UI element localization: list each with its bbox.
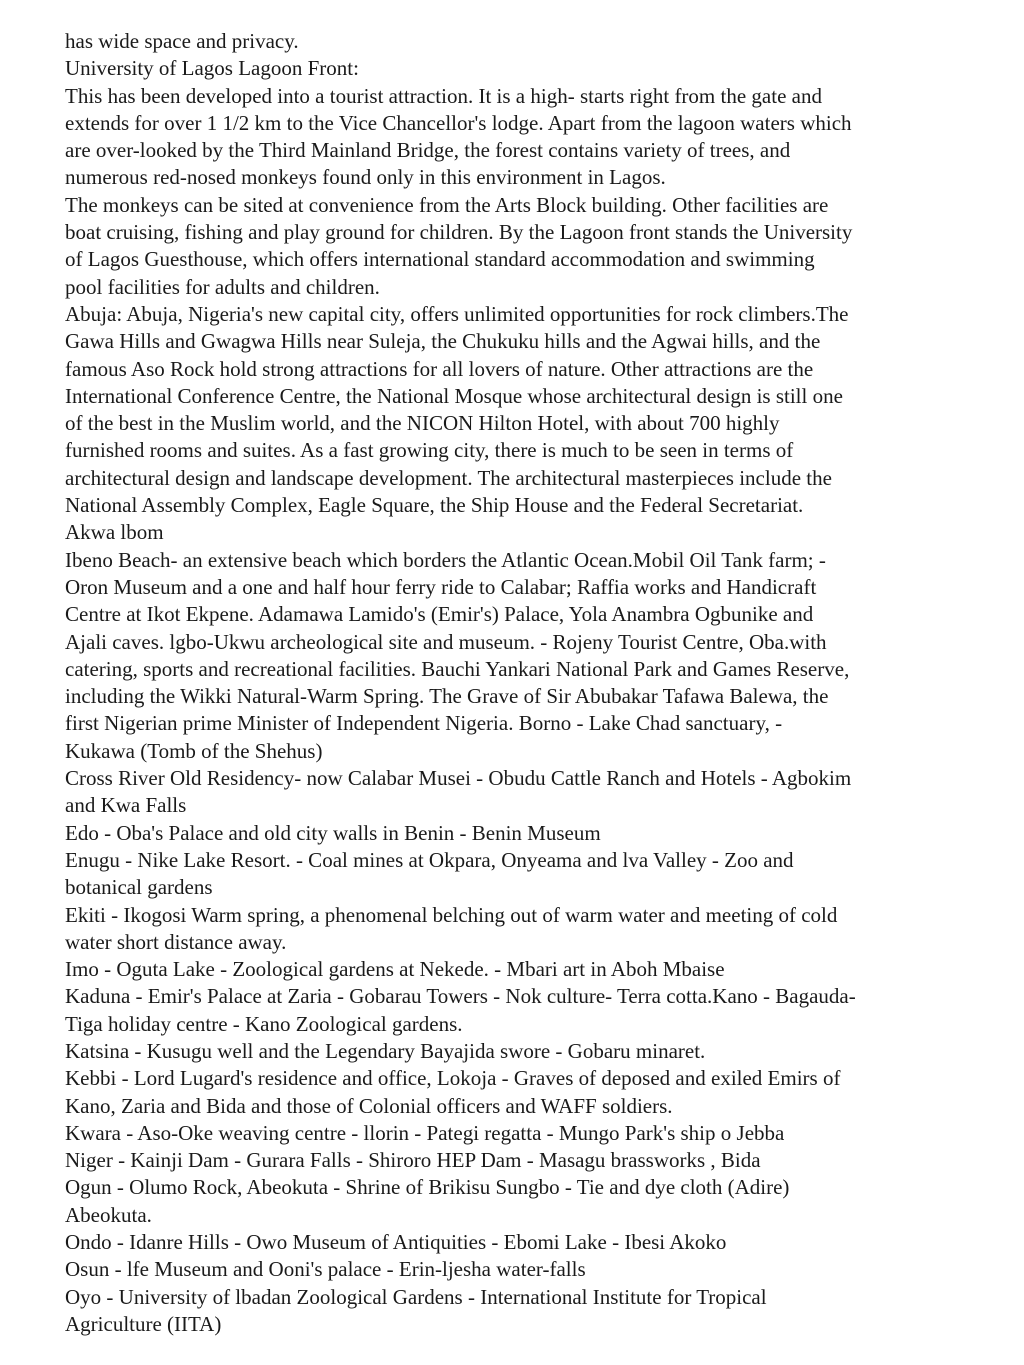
text-line: famous Aso Rock hold strong attractions for all lovers of nature. Other attractions are the bbox=[65, 356, 814, 381]
paragraph bbox=[65, 547, 945, 765]
paragraph bbox=[65, 55, 945, 82]
text-line: water short distance away. bbox=[65, 929, 287, 954]
text-line: Abeokuta. bbox=[65, 1202, 152, 1227]
text-line: Agriculture (IITA) bbox=[65, 1311, 222, 1336]
paragraph bbox=[65, 83, 945, 192]
text-line: Abuja: Abuja, Nigeria's new capital city, offers unlimited opportunities for rock climbers.The bbox=[65, 301, 849, 326]
text-line: Centre at Ikot Ekpene. Adamawa Lamido's (Emir's) Palace, Yola Anambra Ogbunike and bbox=[65, 602, 814, 627]
text-line: boat cruising, fishing and play ground for children. By the Lagoon front stands the University bbox=[65, 220, 853, 245]
text-line: Gawa Hills and Gwagwa Hills near Suleja, the Chukuku hills and the Agwai hills, and the bbox=[65, 329, 821, 354]
text-line: Oron Museum and a one and half hour ferry ride to Calabar; Raffia works and Handicraft bbox=[65, 574, 817, 599]
text-line: Ibeno Beach- an extensive beach which borders the Atlantic Ocean.Mobil Oil Tank farm; - bbox=[65, 547, 826, 572]
text-line: International Conference Centre, the National Mosque whose architectural design is still one bbox=[65, 383, 843, 408]
paragraph bbox=[65, 1256, 945, 1283]
paragraph bbox=[65, 847, 945, 902]
paragraph bbox=[65, 1038, 945, 1065]
text-line: This has been developed into a tourist attraction. It is a high- starts right from the gate and bbox=[65, 83, 822, 108]
text-line: The monkeys can be sited at convenience from the Arts Block building. Other facilities are bbox=[65, 192, 829, 217]
text-line: furnished rooms and suites. As a fast growing city, there is much to be seen in terms of bbox=[65, 438, 794, 463]
text-line: are over-looked by the Third Mainland Bridge, the forest contains variety of trees, and bbox=[65, 138, 791, 163]
text-line: Kaduna - Emir's Palace at Zaria - Gobarau Towers - Nok culture- Terra cotta.Kano - Bagauda- bbox=[65, 984, 856, 1009]
text-line: and Kwa Falls bbox=[65, 793, 187, 818]
text-line: Katsina - Kusugu well and the Legendary Bayajida swore - Gobaru minaret. bbox=[65, 1038, 706, 1063]
text-line: Imo - Oguta Lake - Zoological gardens at Nekede. - Mbari art in Aboh Mbaise bbox=[65, 957, 725, 982]
text-line: Akwa lbom bbox=[65, 520, 164, 545]
paragraph bbox=[65, 1284, 945, 1339]
paragraph bbox=[65, 956, 945, 983]
text-line: architectural design and landscape development. The architectural masterpieces include the bbox=[65, 465, 832, 490]
text-line: numerous red-nosed monkeys found only in this environment in Lagos. bbox=[65, 165, 666, 190]
paragraph bbox=[65, 820, 945, 847]
paragraph bbox=[65, 301, 945, 519]
paragraph bbox=[65, 902, 945, 957]
text-line: Niger - Kainji Dam - Gurara Falls - Shiroro HEP Dam - Masagu brassworks , Bida bbox=[65, 1148, 761, 1173]
paragraph bbox=[65, 1229, 945, 1256]
text-line: of Lagos Guesthouse, which offers international standard accommodation and swimming bbox=[65, 247, 815, 272]
text-line: Kano, Zaria and Bida and those of Colonial officers and WAFF soldiers. bbox=[65, 1093, 673, 1118]
text-line: Kebbi - Lord Lugard's residence and office, Lokoja - Graves of deposed and exiled Emirs of bbox=[65, 1066, 841, 1091]
paragraph bbox=[65, 1065, 945, 1120]
text-line: extends for over 1 1/2 km to the Vice Chancellor's lodge. Apart from the lagoon waters which bbox=[65, 110, 852, 135]
text-line: catering, sports and recreational facilities. Bauchi Yankari National Park and Games Reserve, bbox=[65, 656, 850, 681]
document-page bbox=[65, 28, 945, 1338]
text-line: of the best in the Muslim world, and the NICON Hilton Hotel, with about 700 highly bbox=[65, 411, 780, 436]
text-line: Kwara - Aso-Oke weaving centre - llorin - Pategi regatta - Mungo Park's ship o Jebba bbox=[65, 1120, 785, 1145]
text-line: Osun - lfe Museum and Ooni's palace - Erin-ljesha water-falls bbox=[65, 1257, 586, 1282]
text-line: including the Wikki Natural-Warm Spring. The Grave of Sir Abubakar Tafawa Balewa, the bbox=[65, 684, 829, 709]
paragraph bbox=[65, 519, 945, 546]
text-line: Ogun - Olumo Rock, Abeokuta - Shrine of Brikisu Sungbo - Tie and dye cloth (Adire) bbox=[65, 1175, 790, 1200]
paragraph bbox=[65, 765, 945, 820]
text-line: botanical gardens bbox=[65, 875, 213, 900]
paragraph bbox=[65, 1147, 945, 1174]
paragraph bbox=[65, 192, 945, 301]
text-line: University of Lagos Lagoon Front: bbox=[65, 56, 359, 81]
text-line: has wide space and privacy. bbox=[65, 29, 299, 53]
text-line: National Assembly Complex, Eagle Square, the Ship House and the Federal Secretariat. bbox=[65, 493, 804, 518]
text-line: first Nigerian prime Minister of Independent Nigeria. Borno - Lake Chad sanctuary, - bbox=[65, 711, 783, 736]
text-line: Edo - Oba's Palace and old city walls in Benin - Benin Museum bbox=[65, 820, 601, 845]
paragraph bbox=[65, 28, 945, 55]
text-line: Kukawa (Tomb of the Shehus) bbox=[65, 738, 323, 763]
paragraph bbox=[65, 1120, 945, 1147]
text-line: Ekiti - Ikogosi Warm spring, a phenomenal belching out of warm water and meeting of cold bbox=[65, 902, 838, 927]
text-line: Oyo - University of lbadan Zoological Gardens - International Institute for Tropical bbox=[65, 1284, 767, 1309]
text-line: Ondo - Idanre Hills - Owo Museum of Antiquities - Ebomi Lake - Ibesi Akoko bbox=[65, 1230, 727, 1255]
text-line: Ajali caves. lgbo-Ukwu archeological site and museum. - Rojeny Tourist Centre, Oba.with bbox=[65, 629, 827, 654]
text-line: pool facilities for adults and children. bbox=[65, 274, 380, 299]
text-line: Cross River Old Residency- now Calabar Musei - Obudu Cattle Ranch and Hotels - Agbokim bbox=[65, 766, 852, 791]
paragraph bbox=[65, 1174, 945, 1229]
text-line: Tiga holiday centre - Kano Zoological gardens. bbox=[65, 1011, 463, 1036]
text-line: Enugu - Nike Lake Resort. - Coal mines at Okpara, Onyeama and lva Valley - Zoo and bbox=[65, 847, 794, 872]
paragraph bbox=[65, 983, 945, 1038]
